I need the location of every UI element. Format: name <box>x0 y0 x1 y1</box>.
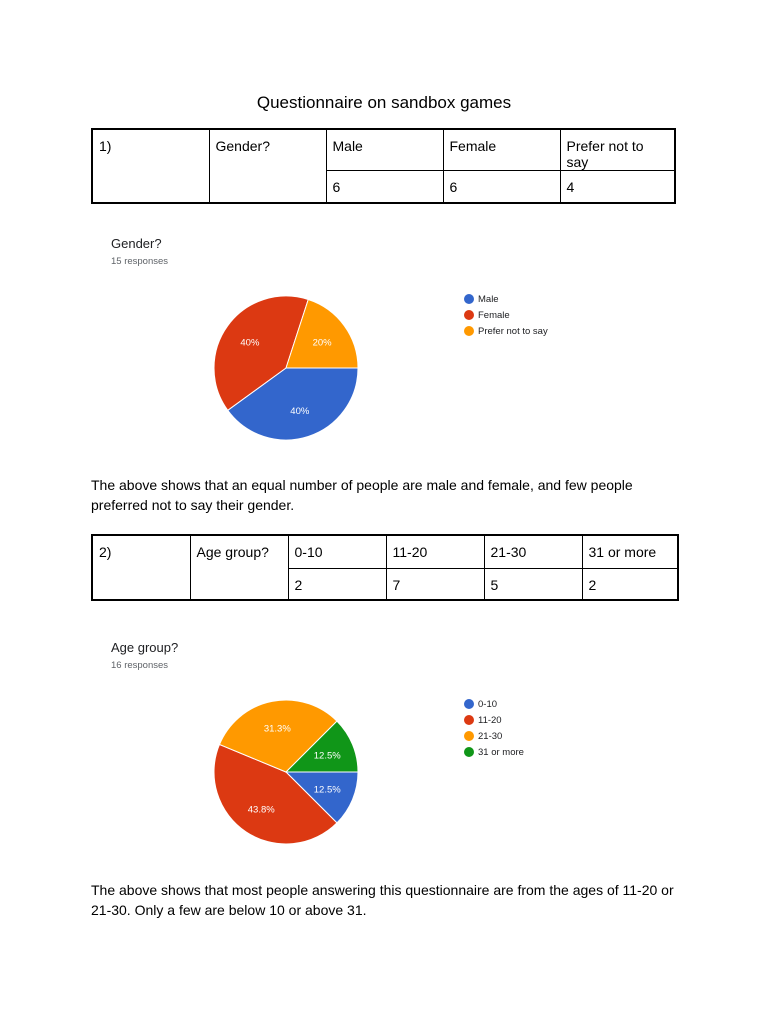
legend-label: 0-10 <box>478 698 498 710</box>
pie-slice-label: 31.3% <box>263 723 291 735</box>
option-header: 11-20 <box>386 535 484 568</box>
question-number: 2) <box>92 535 190 600</box>
pie-slice-label: 12.5% <box>313 784 341 796</box>
legend-swatch <box>464 294 474 304</box>
legend-swatch <box>464 747 474 757</box>
paragraph: The above shows that most people answering this questionnaire are from the ages of 11-20 or 21-30. Only a few are below 10 or above 31. <box>91 882 674 918</box>
gender-table <box>91 128 676 204</box>
chart-legend <box>464 291 548 339</box>
chart-response-count: 16 responses <box>111 660 169 671</box>
option-header: Prefer not to say <box>560 129 675 171</box>
pie-chart <box>96 626 680 866</box>
pie-slice-label: 40% <box>290 405 310 417</box>
chart-title: Age group? <box>111 640 179 655</box>
legend-item <box>464 744 524 760</box>
legend-item <box>464 291 548 307</box>
option-header: 31 or more <box>582 535 678 568</box>
pie-slice-label: 43.8% <box>247 804 275 816</box>
legend-label: Prefer not to say <box>478 325 548 337</box>
legend-item <box>464 712 524 728</box>
legend-swatch <box>464 731 474 741</box>
legend-label: 21-30 <box>478 730 503 742</box>
question-text: Gender? <box>209 129 326 203</box>
option-header: 21-30 <box>484 535 582 568</box>
legend-swatch <box>464 699 474 709</box>
option-count: 6 <box>443 171 560 203</box>
option-count: 2 <box>582 568 678 600</box>
legend-label: Male <box>478 293 499 305</box>
option-header: Male <box>326 129 443 171</box>
chart-title: Gender? <box>111 236 162 251</box>
legend-label: 11-20 <box>478 714 502 726</box>
pie-slice-label: 40% <box>240 337 260 349</box>
age-table <box>91 534 679 601</box>
option-count: 5 <box>484 568 582 600</box>
legend-swatch <box>464 326 474 336</box>
legend-swatch <box>464 715 474 725</box>
legend-swatch <box>464 310 474 320</box>
legend-item <box>464 307 548 323</box>
page-title: Questionnaire on sandbox games <box>256 93 512 112</box>
paragraph: The above shows that an equal number of people are male and female, and few people preferred not to say their gender. <box>91 477 633 513</box>
option-count: 6 <box>326 171 443 203</box>
legend-item <box>464 728 524 744</box>
chart-response-count: 15 responses <box>111 256 169 267</box>
legend-label: 31 or more <box>478 746 524 758</box>
pie-chart <box>96 222 680 462</box>
gender-chart <box>96 222 680 462</box>
option-count: 4 <box>560 171 675 203</box>
pie-slice-label: 20% <box>312 337 332 349</box>
option-header: 0-10 <box>288 535 386 568</box>
question-text: Age group? <box>190 535 288 600</box>
option-count: 7 <box>386 568 484 600</box>
age-group-chart <box>96 626 680 866</box>
option-header: Female <box>443 129 560 171</box>
legend-item <box>464 323 548 339</box>
pie-slice-label: 12.5% <box>313 750 341 762</box>
chart-legend <box>464 696 524 760</box>
option-count: 2 <box>288 568 386 600</box>
legend-label: Female <box>478 309 510 321</box>
question-number: 1) <box>92 129 209 203</box>
legend-item <box>464 696 524 712</box>
